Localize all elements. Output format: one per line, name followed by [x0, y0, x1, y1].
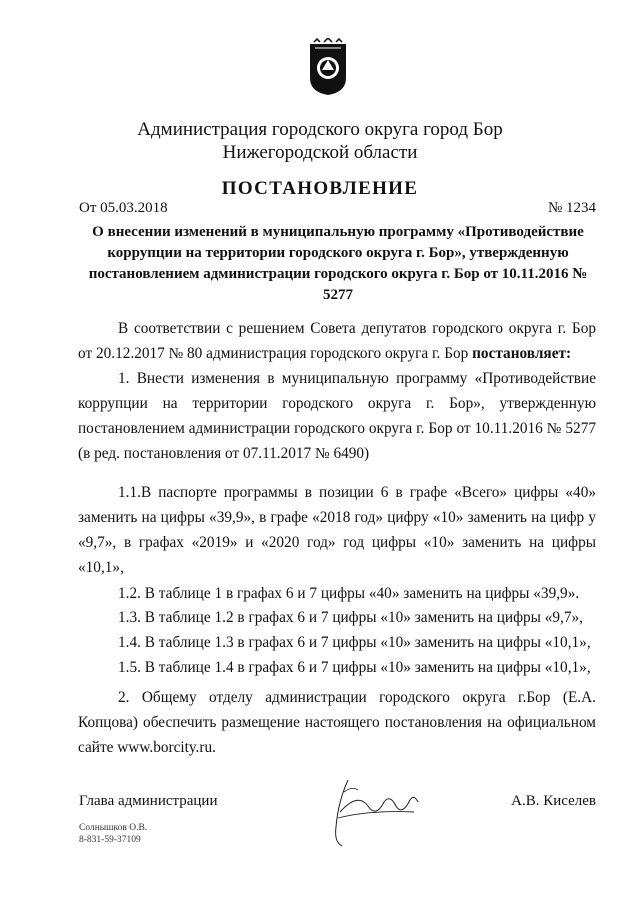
executor-name: Солнышков О.В. [79, 823, 148, 833]
item-2-paragraph: 2. Общему отделу администрации городского округа г.Бор (Е.А. Копцова) обеспечить размещение настоящего постановления на официальном сайте www.borcity.ru. [78, 689, 596, 756]
handwritten-signature [318, 772, 428, 852]
organization-name: Администрация городского округа город Бор [137, 119, 503, 140]
item-1-paragraph: 1. Внести изменения в муниципальную программу «Противодействие коррупции на территории городского округа г. Бор», утвержденную постановлением администрации городского округа г. Бор от 10.11.2016 № 5277 (в ред. постановления от 07.11.2017 № 6490) [78, 370, 596, 462]
preamble-decision-word: постановляет: [472, 345, 572, 362]
document-date: От 05.03.2018 [79, 200, 168, 216]
document-type-title: ПОСТАНОВЛЕНИЕ [221, 178, 419, 199]
organization-region: Нижегородской области [222, 142, 418, 163]
document-number: № 1234 [547, 200, 596, 216]
item-1-5-paragraph: 1.5. В таблице 1.4 в графах 6 и 7 цифры «10» заменить на цифры «10,1», [118, 659, 591, 676]
item-1-1-paragraph: 1.1.В паспорте программы в позиции 6 в графе «Всего» цифры «40» заменить на цифры «39,9», в графе «2018 год» цифру «10» заменить на цифр у «9,7», в графах «2019» и «2020 год» год цифры «10» заменить на цифры «10,1», [78, 484, 596, 576]
document-subject: О внесении изменений в муниципальную программу «Противодействие коррупции на территории городского округа г. Бор», утвержденную постановлением администрации городского округа г. Бор от 10.11.2016 № 5277 [88, 224, 588, 303]
preamble-paragraph [78, 316, 596, 366]
item-1-3-paragraph: 1.3. В таблице 1.2 в графах 6 и 7 цифры «10» заменить на цифры «9,7», [118, 609, 584, 626]
item-1-4-paragraph: 1.4. В таблице 1.3 в графах 6 и 7 цифры «10» заменить на цифры «10,1», [118, 634, 591, 651]
item-1-2-paragraph: 1.2. В таблице 1 в графах 6 и 7 цифры «40» заменить на цифры «39,9». [118, 585, 580, 602]
coat-of-arms-emblem [307, 38, 349, 96]
preamble-text: В соответствии с решением Совета депутатов городского округа г. Бор от 20.12.2017 № 80 администрация городского округа г. Бор [78, 320, 596, 362]
executor-phone: 8-831-59-37109 [79, 835, 141, 845]
signatory-name: А.В. Киселев [511, 793, 596, 809]
signatory-position: Глава администрации [79, 793, 218, 809]
